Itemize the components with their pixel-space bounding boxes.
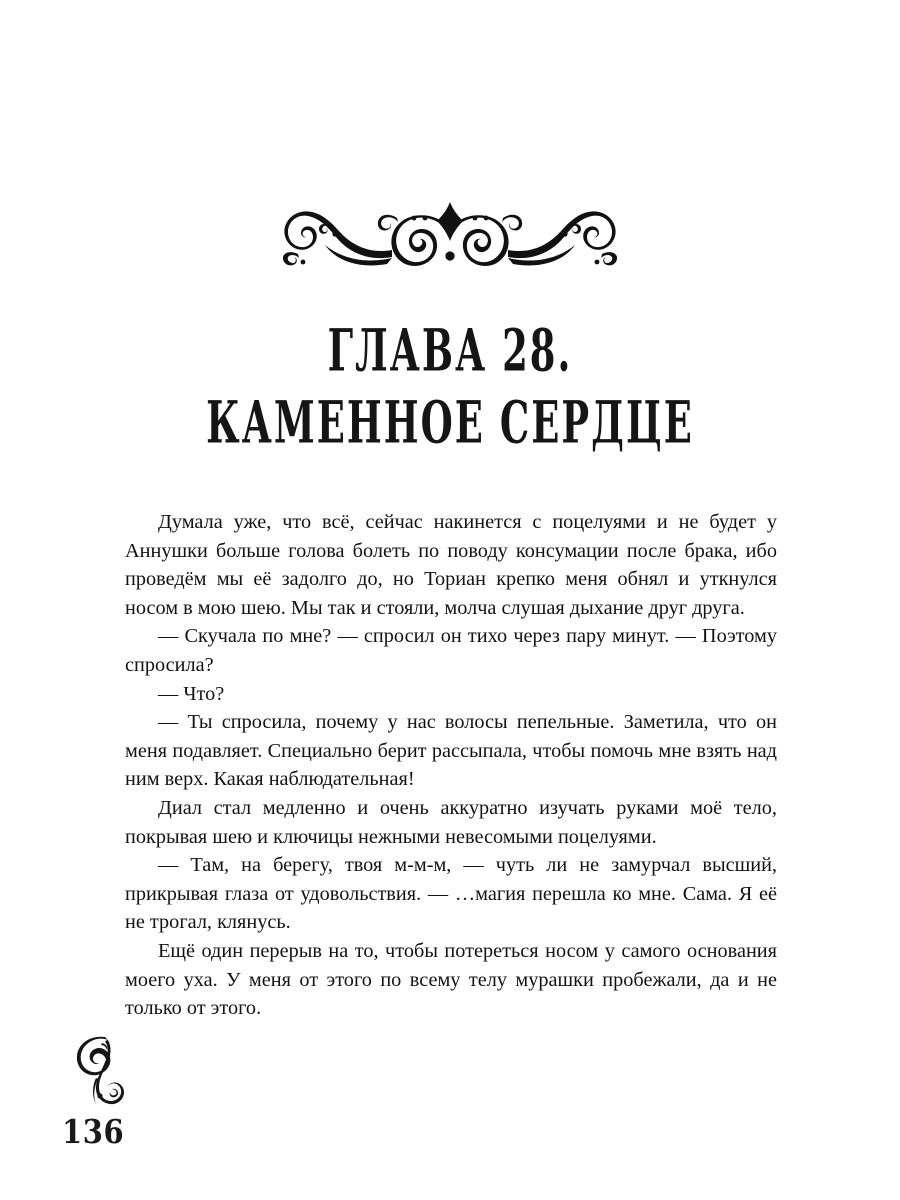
paragraph: Думала уже, что всё, сейчас накинется с поцелуями и не будет у Аннушки больше голова болеть по поводу консумации после брака, ибо проведём мы её задолго до, но Ториан крепко меня обнял и уткнулся носом в мою шею. Мы так и стояли, молча слушая дыхание друг друга.	[125, 511, 777, 619]
paragraph: — Скучала по мне? — спросил он тихо через пару минут. — Поэтому спросила?	[125, 625, 777, 676]
paragraph: — Там, на берегу, твоя м-м-м, — чуть ли не замурчал высший, прикрывая глаза от удовольствия. — …магия перешла ко мне. Сама. Я её не трогал, клянусь.	[125, 854, 777, 934]
folio-block	[62, 1033, 182, 1152]
paragraph: Ещё один перерыв на то, чтобы потереться носом у самого основания моего уха. У меня от этого по всему телу мурашки пробежали, да и не только от этого.	[125, 939, 777, 1020]
paragraph: — Что?	[158, 682, 225, 705]
corner-swirl-flourish	[72, 1033, 132, 1111]
chapter-number: ГЛАВА 28.	[327, 316, 573, 385]
page-number: 136	[62, 1113, 125, 1152]
chapter-heading	[0, 316, 900, 457]
chapter-ornament-container	[0, 188, 900, 286]
flourish-divider-ornament	[272, 188, 628, 286]
chapter-title: КАМЕННОЕ СЕРДЦЕ	[206, 388, 694, 457]
paragraph: — Ты спросила, почему у нас волосы пепельные. Заметила, что он меня подавляет. Специально берит рассыпала, чтобы помочь мне взять над ним верх. Какая наблюдательная!	[125, 711, 777, 791]
paragraph: Диал стал медленно и очень аккуратно изучать руками моё тело, покрывая шею и ключицы нежными невесомыми поцелуями.	[125, 796, 777, 848]
body-text	[125, 508, 777, 1023]
